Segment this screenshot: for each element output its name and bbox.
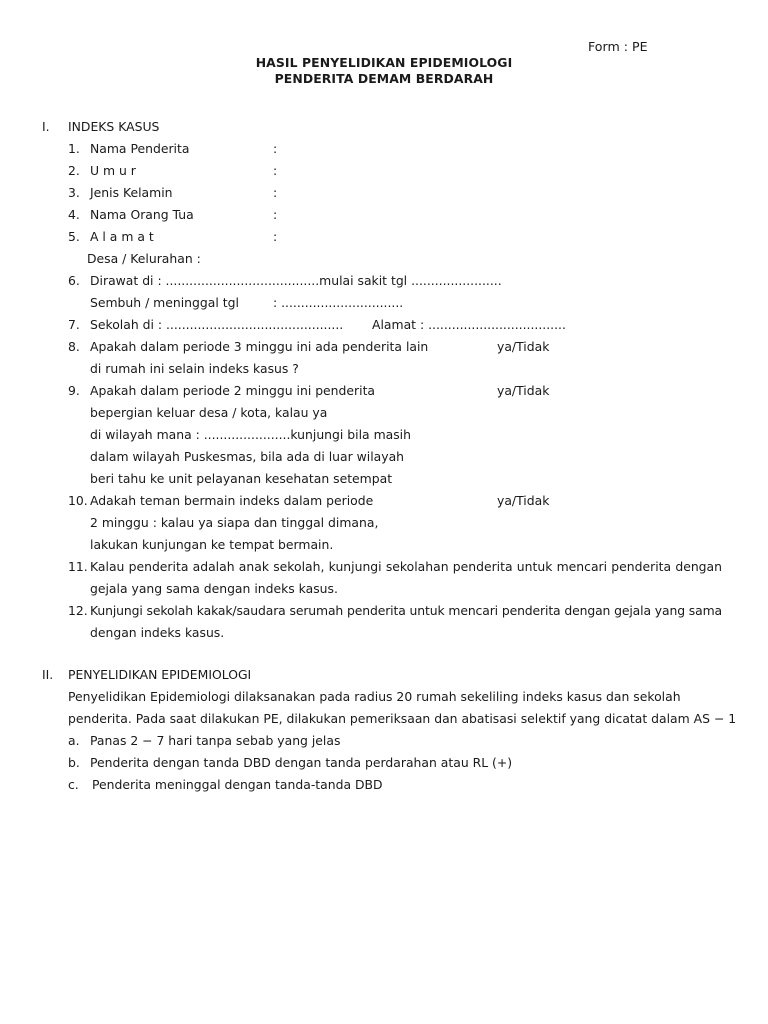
item2-number: 2. (68, 163, 80, 178)
item3-colon: : (273, 185, 278, 200)
item8-answer: ya/Tidak (497, 339, 550, 354)
item6-line2-value: : ............................... (273, 295, 404, 310)
item9-line4: dalam wilayah Puskesmas, bila ada di luar wilayah (90, 449, 405, 464)
item7-alamat: Alamat : ................................... (372, 317, 566, 332)
item8-line1: Apakah dalam periode 3 minggu ini ada penderita lain (90, 339, 429, 354)
section2-number: II. (42, 667, 54, 682)
list-b-letter: b. (68, 755, 80, 770)
item9-number: 9. (68, 383, 80, 398)
item10-line3: lakukan kunjungan ke tempat bermain. (90, 537, 334, 552)
item7-number: 7. (68, 317, 80, 332)
item10-number: 10. (68, 493, 88, 508)
section1-title: INDEKS KASUS (68, 119, 160, 134)
item2-label: U m u r (90, 163, 136, 178)
item10-answer: ya/Tidak (497, 493, 550, 508)
item4-label: Nama Orang Tua (90, 207, 194, 222)
item1-label: Nama Penderita (90, 141, 190, 156)
item12-line1: Kunjungi sekolah kakak/saudara serumah penderita untuk mencari penderita dengan gejala yang sama (90, 603, 722, 618)
item8-line2: di rumah ini selain indeks kasus ? (90, 361, 299, 376)
item4-number: 4. (68, 207, 80, 222)
section2-paragraph-line1: Penyelidikan Epidemiologi dilaksanakan pada radius 20 rumah sekeliling indeks kasus dan sekolah (68, 689, 681, 704)
item11-line2: gejala yang sama dengan indeks kasus. (90, 581, 338, 596)
section1-number: I. (42, 119, 50, 134)
item1-colon: : (273, 141, 278, 156)
item5-colon: : (273, 229, 278, 244)
list-a-text: Panas 2 − 7 hari tanpa sebab yang jelas (90, 733, 341, 748)
item6-number: 6. (68, 273, 80, 288)
document-title-line2: PENDERITA DEMAM BERDARAH (274, 71, 494, 86)
list-c-letter: c. (68, 777, 79, 792)
desa-kelurahan-label: Desa / Kelurahan : (87, 251, 201, 266)
item9-line3: di wilayah mana : ......................kunjungi bila masih (90, 427, 411, 442)
item6-line1: Dirawat di : .......................................mulai sakit tgl ....................... (90, 273, 502, 288)
item4-colon: : (273, 207, 278, 222)
item9-line2: bepergian keluar desa / kota, kalau ya (90, 405, 328, 420)
item12-number: 12. (68, 603, 88, 618)
form-code: Form : PE (588, 39, 648, 54)
item11-number: 11. (68, 559, 88, 574)
document-title-line1: HASIL PENYELIDIKAN EPIDEMIOLOGI (255, 55, 513, 70)
item5-label: A l a m a t (90, 229, 154, 244)
list-a-letter: a. (68, 733, 80, 748)
item12-line2: dengan indeks kasus. (90, 625, 225, 640)
item1-number: 1. (68, 141, 80, 156)
item5-number: 5. (68, 229, 80, 244)
item11-line1: Kalau penderita adalah anak sekolah, kunjungi sekolahan penderita untuk mencari penderita dengan (90, 559, 722, 574)
item10-line2: 2 minggu : kalau ya siapa dan tinggal dimana, (90, 515, 379, 530)
list-b-text: Penderita dengan tanda DBD dengan tanda perdarahan atau RL (+) (90, 755, 513, 770)
item9-line5: beri tahu ke unit pelayanan kesehatan setempat (90, 471, 393, 486)
item3-number: 3. (68, 185, 80, 200)
item6-line2-label: Sembuh / meninggal tgl (90, 295, 239, 310)
section2-paragraph-line2: penderita. Pada saat dilakukan PE, dilakukan pemeriksaan dan abatisasi selektif yang dicatat dalam AS − 1 (68, 711, 737, 726)
item7-sekolah: Sekolah di : ............................................. (90, 317, 344, 332)
item10-line1: Adakah teman bermain indeks dalam periode (90, 493, 374, 508)
item2-colon: : (273, 163, 278, 178)
item3-label: Jenis Kelamin (90, 185, 173, 200)
item8-number: 8. (68, 339, 80, 354)
section2-title: PENYELIDIKAN EPIDEMIOLOGI (68, 667, 252, 682)
item9-line1: Apakah dalam periode 2 minggu ini penderita (90, 383, 376, 398)
item9-answer: ya/Tidak (497, 383, 550, 398)
list-c-text: Penderita meninggal dengan tanda-tanda DBD (92, 777, 383, 792)
